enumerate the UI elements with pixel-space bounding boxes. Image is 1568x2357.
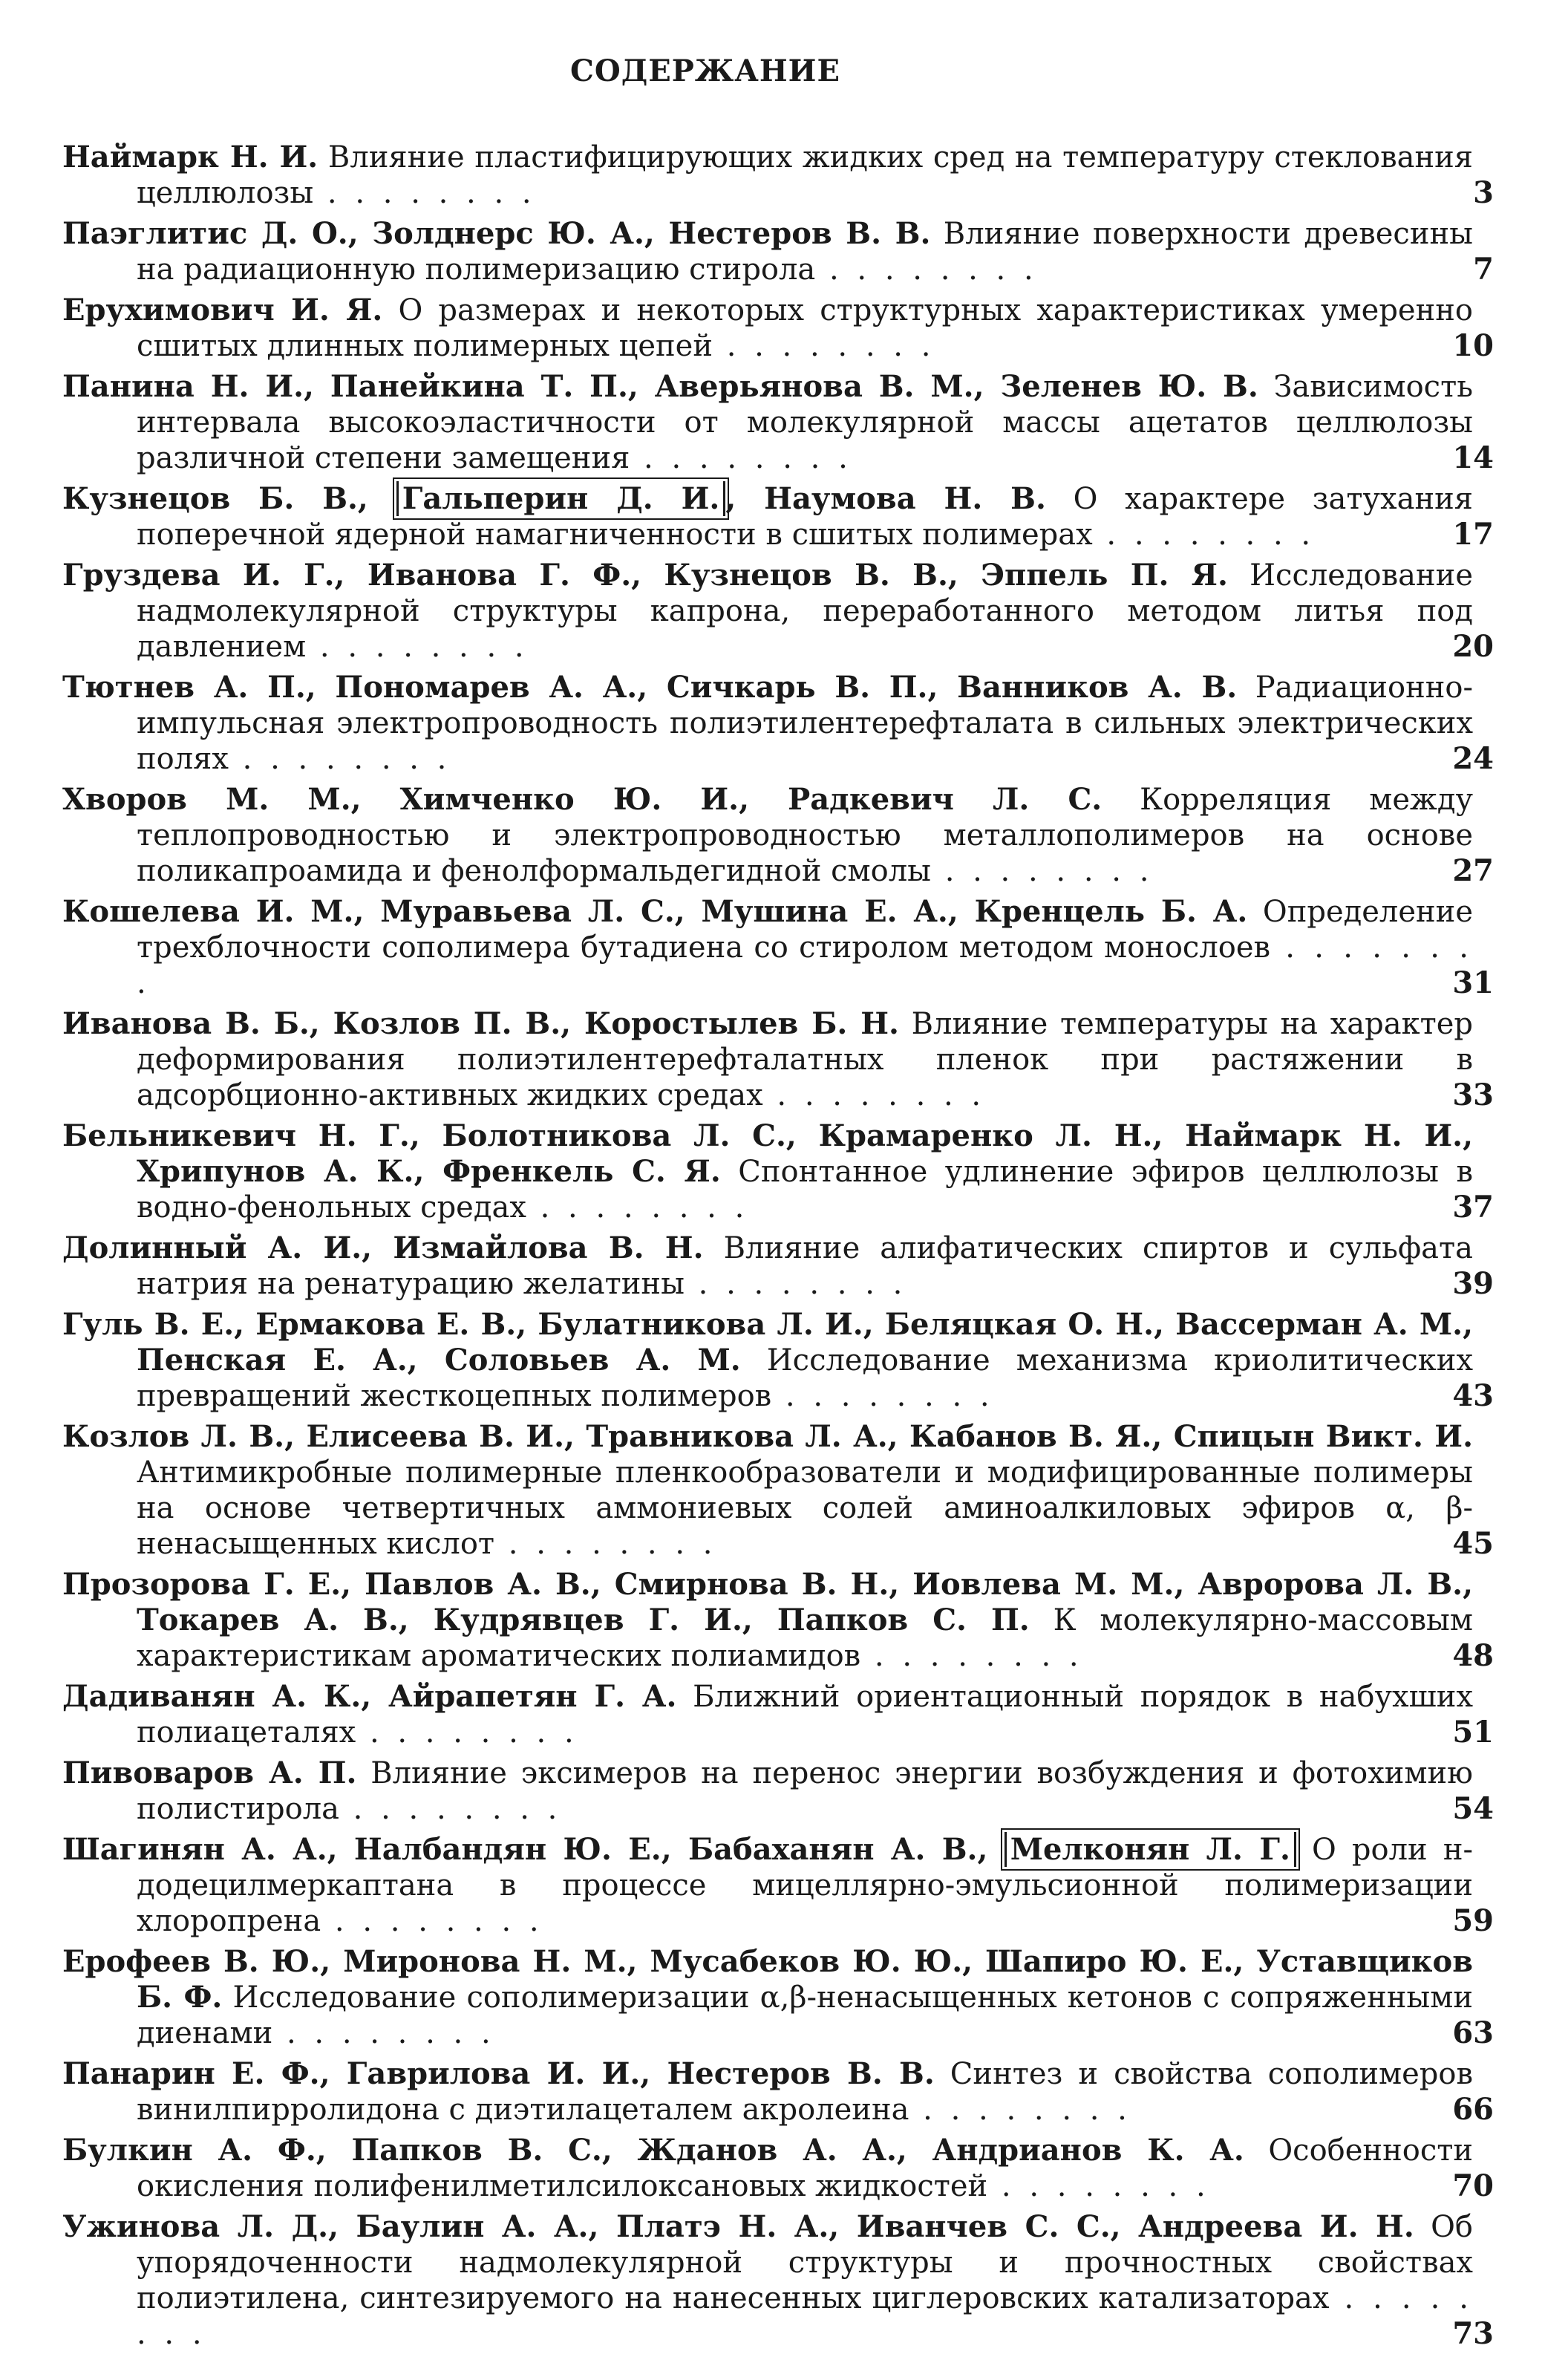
dot-leader: . . . . . . . . [771, 1379, 994, 1413]
dot-leader: . . . . . . . . [356, 1715, 578, 1750]
dot-leader: . . . . . . . . [815, 252, 1038, 287]
toc-authors-continued: , Наумова Н. В. [725, 481, 1046, 516]
dot-leader: . . . . . . . . [313, 176, 536, 210]
toc-entry-text [62, 558, 1473, 665]
toc-page-number: 17 [1452, 517, 1494, 552]
toc-page-number: 10 [1452, 328, 1494, 363]
toc-authors: Панина Н. И., Панейкина Т. П., Аверьянова В. М., Зеленев Ю. В. [62, 369, 1258, 404]
toc-authors: Иванова В. Б., Козлов П. В., Коростылев Б. Н. [62, 1006, 899, 1041]
toc-entry-text [62, 293, 1473, 364]
toc-authors: Кошелева И. М., Муравьева Л. С., Мушина Е. А., Кренцель Б. А. [62, 894, 1248, 929]
dot-leader: . . . . . . . . [306, 630, 529, 664]
dot-leader: . . . . . . . . [684, 1267, 907, 1301]
dot-leader: . . . . . . . . [712, 329, 935, 363]
toc-article-title: О размерах и некоторых структурных характеристиках умеренно сшитых длинных полимерных цепей [137, 293, 1473, 363]
dot-leader: . . . . . . . . [987, 2169, 1210, 2203]
toc-entry [62, 369, 1510, 476]
toc-article-title: К молекулярно-массовым характеристикам ароматических полиамидов [137, 1603, 1473, 1673]
toc-entry [62, 1307, 1510, 1414]
toc-page-number: 27 [1452, 853, 1494, 888]
dot-leader: . . . . . . . . [137, 2281, 1473, 2351]
toc-authors: Гуль В. Е., Ермакова Е. В., Булатникова Л. И., Беляцкая О. Н., Вассерман А. М., Пенская Е. А., Соловьев А. М. [62, 1307, 1473, 1378]
toc-article-title: О характере затухания поперечной ядерной намагниченности в сшитых полимерах [137, 482, 1474, 552]
toc-authors: Хворов М. М., Химченко Ю. И., Радкевич Л. С. [62, 782, 1102, 817]
toc-authors: Булкин А. Ф., Папков В. С., Жданов А. А., Андрианов К. А. [62, 2133, 1244, 2168]
toc-entry [62, 293, 1510, 364]
toc-entry-text [62, 894, 1473, 1001]
toc-page-number: 14 [1452, 440, 1494, 475]
toc-authors: Панарин Е. Ф., Гаврилова И. И., Нестеров В. В. [62, 2056, 935, 2091]
toc-page-number: 37 [1452, 1190, 1494, 1225]
toc-article-title: Об упорядоченности надмолекулярной структуры и прочностных свойствах полиэтилена, синтезируемого на нанесенных циглеровских катализаторах [137, 2210, 1473, 2315]
toc-entry-text [62, 1006, 1473, 1113]
toc-page-number: 39 [1452, 1266, 1494, 1301]
toc-entry [62, 782, 1510, 889]
toc-article-title: Исследование сополимеризации α,β-ненасыщенных кетонов с сопряженными диенами [137, 1981, 1473, 2050]
toc-article-title: Ближний ориентационный порядок в набухших полиацеталях [137, 1680, 1473, 1750]
toc-entry-text [62, 140, 1473, 211]
dot-leader: . . . . . . . . [272, 2016, 495, 2050]
toc-entry [62, 216, 1510, 287]
toc-page-number: 31 [1452, 965, 1494, 1000]
toc-article-title: Особенности окисления полифенилметилсилоксановых жидкостей [137, 2133, 1474, 2203]
toc-page-number: 54 [1452, 1791, 1494, 1826]
toc-article-title: Влияние эксимеров на перенос энергии возбуждения и фотохимию полистирола [137, 1756, 1474, 1826]
toc-authors: Ерухимович И. Я. [62, 293, 383, 327]
toc-authors: Бельникевич Н. Г., Болотникова Л. С., Крамаренко Л. Н., Наймарк Н. И., Хрипунов А. К., Френкель С. Я. [62, 1118, 1473, 1189]
toc-article-title: Спонтанное удлинение эфиров целлюлозы в водно-фенольных средах [137, 1155, 1473, 1225]
toc-article-title: Исследование механизма криолитических превращений жесткоцепных полимеров [137, 1343, 1474, 1413]
page-title: СОДЕРЖАНИЕ [570, 53, 840, 88]
toc-entry-text [62, 1755, 1473, 1827]
toc-entry [62, 1230, 1510, 1302]
toc-entry [62, 1006, 1510, 1113]
toc-entry-text [62, 2133, 1473, 2204]
toc-authors: Шагинян А. А., Налбандян Ю. Е., Бабаханян А. В., [62, 1832, 1004, 1867]
toc-author-memorial-box: Мелконян Л. Г. [1004, 1832, 1296, 1867]
toc-page-number: 66 [1452, 2092, 1494, 2127]
toc-authors: Пивоваров А. П. [62, 1755, 357, 1790]
toc-page-number: 59 [1452, 1903, 1494, 1938]
toc-authors: Ужинова Л. Д., Баулин А. А., Платэ Н. А., Иванчев С. С., Андреева И. Н. [62, 2209, 1414, 2244]
toc-article-title: О роли н-додецилмеркаптана в процессе мицеллярно-эмульсионной полимеризации хлоропрена [137, 1833, 1474, 1938]
toc-article-title: Радиационно-импульсная электропроводность полиэтилентерефталата в сильных электрических полях [137, 671, 1473, 776]
toc-entry [62, 894, 1510, 1001]
toc-authors: Тютнев А. П., Пономарев А. А., Сичкарь В. П., Ванников А. В. [62, 670, 1238, 705]
toc-entry [62, 1419, 1510, 1562]
toc-article-title: Влияние поверхности древесины на радиационную полимеризацию стирола [137, 217, 1473, 287]
toc-entry [62, 1944, 1510, 2051]
toc-article-title: Определение трехблочности сополимера бутадиена со стиролом методом монослоев [137, 895, 1474, 965]
toc-authors: Козлов Л. В., Елисеева В. И., Травникова Л. А., Кабанов В. Я., Спицын Викт. И. [62, 1419, 1473, 1454]
toc-entry [62, 1755, 1510, 1827]
toc-page-number: 24 [1452, 741, 1494, 776]
dot-leader: . . . . . . . . [339, 1792, 562, 1826]
toc-entry-text [62, 670, 1473, 777]
dot-leader: . . . . . . . . [526, 1190, 749, 1225]
dot-leader: . . . . . . . . [321, 1904, 543, 1938]
toc-article-title: Корреляция между теплопроводностью и электропроводностью металлополимеров на основе поликапроамида и фенолформальдегидной смолы [137, 783, 1473, 888]
toc-page-number: 7 [1473, 252, 1494, 287]
dot-leader: . . . . . . . . [228, 742, 451, 776]
toc-entry-text [62, 369, 1473, 476]
toc-entry-text [62, 1832, 1473, 1939]
toc-entry [62, 140, 1510, 211]
dot-leader: . . . . . . . . [494, 1527, 717, 1561]
toc-article-title: Зависимость интервала высокоэластичности от молекулярной массы ацетатов целлюлозы различной степени замещения [137, 370, 1473, 475]
toc-page-number: 48 [1452, 1638, 1494, 1673]
toc-entry-text [62, 216, 1473, 287]
dot-leader: . . . . . . . . [860, 1639, 1083, 1673]
toc-entry-text [62, 2209, 1473, 2352]
toc-entry [62, 558, 1510, 665]
toc-page-number: 73 [1452, 2316, 1494, 2351]
toc-page-number: 20 [1452, 629, 1494, 664]
toc-entry-text [62, 1307, 1473, 1414]
toc-authors: Паэглитис Д. О., Золднерс Ю. А., Нестеров В. В. [62, 216, 931, 251]
toc-entry [62, 2209, 1510, 2352]
toc-article-title: Исследование надмолекулярной структуры капрона, переработанного методом литья под давлением [137, 558, 1473, 664]
toc-entry [62, 1118, 1510, 1225]
toc-entry [62, 1567, 1510, 1674]
toc-entry [62, 2056, 1510, 2128]
toc-entry-text [62, 1230, 1473, 1302]
toc-entry-text [62, 1419, 1473, 1562]
toc-list [62, 140, 1510, 2357]
toc-entry-text [62, 1567, 1473, 1674]
dot-leader: . . . . . . . . [1092, 518, 1316, 552]
toc-authors: Прозорова Г. Е., Павлов А. В., Смирнова В. Н., Иовлева М. М., Авророва Л. В., Токарев А. В., Кудрявцев Г. И., Папков С. П. [62, 1567, 1473, 1637]
dot-leader: . . . . . . . . [137, 930, 1473, 1000]
toc-page-number: 70 [1452, 2168, 1494, 2203]
toc-entry [62, 1679, 1510, 1750]
toc-page-number: 63 [1452, 2015, 1494, 2050]
toc-author-memorial-box: Гальперин Д. И. [396, 481, 726, 516]
toc-entry-text [62, 782, 1473, 889]
toc-entry [62, 1832, 1510, 1939]
toc-entry-text [62, 481, 1473, 552]
toc-article-title: Влияние алифатических спиртов и сульфата натрия на ренатурацию желатины [137, 1231, 1473, 1301]
toc-authors: Кузнецов Б. В., [62, 481, 396, 516]
toc-authors: Груздева И. Г., Иванова Г. Ф., Кузнецов В. В., Эппель П. Я. [62, 558, 1228, 593]
toc-authors: Ерофеев В. Ю., Миронова Н. М., Мусабеков Ю. Ю., Шапиро Ю. Е., Уставщиков Б. Ф. [62, 1944, 1473, 2015]
toc-authors: Долинный А. И., Измайлова В. Н. [62, 1230, 704, 1265]
toc-article-title: Синтез и свойства сополимеров винилпирролидона с диэтилацеталем акролеина [137, 2057, 1473, 2127]
dot-leader: . . . . . . . . [930, 854, 1154, 888]
toc-entry-text [62, 1679, 1473, 1750]
toc-authors: Наймарк Н. И. [62, 140, 318, 175]
toc-page-number: 43 [1452, 1378, 1494, 1413]
toc-page-number: 45 [1452, 1526, 1494, 1561]
toc-page-number: 51 [1452, 1715, 1494, 1750]
toc-authors: Дадиванян А. К., Айрапетян Г. А. [62, 1679, 677, 1714]
toc-article-title: Влияние пластифицирующих жидких сред на температуру стеклования целлюлозы [137, 140, 1473, 210]
toc-entry [62, 2133, 1510, 2204]
toc-page-number: 3 [1473, 175, 1494, 210]
toc-entry-text [62, 1944, 1473, 2051]
toc-entry-text [62, 2056, 1473, 2128]
toc-page-number: 33 [1452, 1078, 1494, 1112]
dot-leader: . . . . . . . . [762, 1078, 986, 1112]
toc-article-title: Влияние температуры на характер деформирования полиэтилентерефталатных пленок при растяжении в адсорбционно-активных жидких средах [137, 1007, 1473, 1112]
dot-leader: . . . . . . . . [630, 441, 852, 475]
toc-entry [62, 481, 1510, 552]
dot-leader: . . . . . . . . [909, 2093, 1131, 2127]
toc-article-title: Антимикробные полимерные пленкообразователи и модифицированные полимеры на основе четвертичных аммониевых солей аминоалкиловых эфиров α, β-ненасыщенных кислот [137, 1455, 1473, 1561]
toc-entry [62, 670, 1510, 777]
toc-entry-text [62, 1118, 1473, 1225]
